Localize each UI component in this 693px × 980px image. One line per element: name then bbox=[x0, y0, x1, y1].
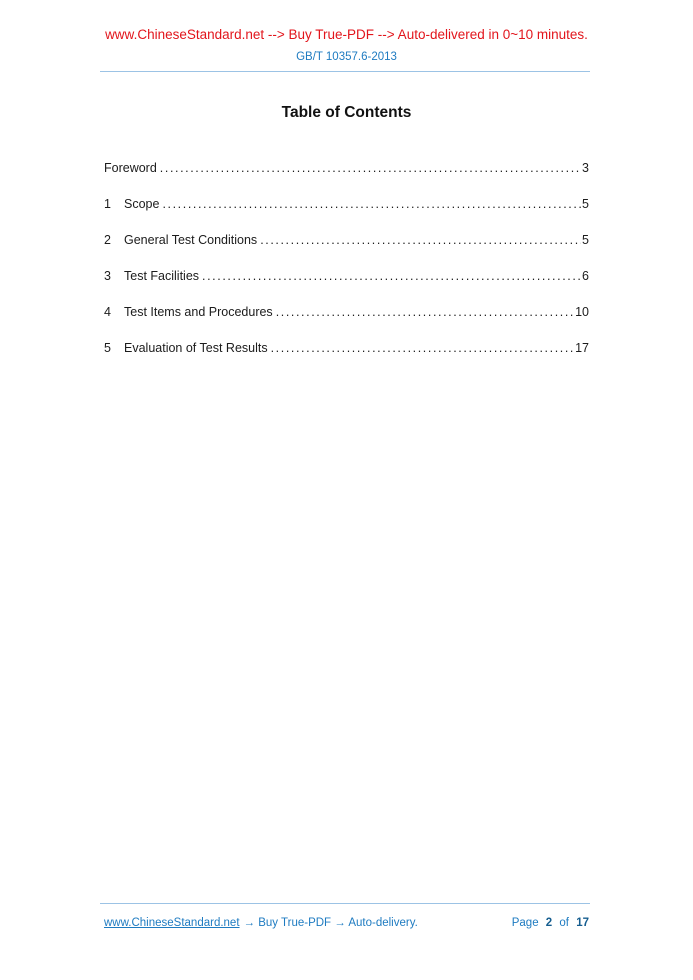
footer-tagline: → Buy True-PDF → Auto-delivery. bbox=[243, 917, 418, 929]
footer-left bbox=[104, 916, 418, 930]
toc-entry-number: 5 bbox=[104, 341, 111, 355]
page-label: Page bbox=[511, 917, 539, 929]
toc-entry-scope[interactable] bbox=[104, 197, 589, 212]
toc-dot-leader bbox=[271, 341, 574, 356]
toc-entry-label: Evaluation of Test Results bbox=[124, 341, 268, 355]
toc-entry-number: 3 bbox=[104, 269, 111, 283]
toc-entry-number: 4 bbox=[104, 305, 111, 319]
page-title: Table of Contents bbox=[281, 104, 412, 121]
toc-dot-leader bbox=[162, 197, 581, 212]
footer-rule bbox=[100, 903, 590, 904]
toc-entry-page: 5 bbox=[582, 233, 589, 247]
toc-entry-page: 10 bbox=[575, 305, 589, 319]
toc-entry-evaluation-of-test-results[interactable] bbox=[104, 341, 589, 356]
header-rule bbox=[100, 71, 590, 72]
toc-entry-number: 1 bbox=[104, 197, 111, 211]
toc-entry-label: Test Facilities bbox=[124, 269, 200, 283]
footer-website-link[interactable]: www.ChineseStandard.net bbox=[104, 917, 240, 929]
of-label: of bbox=[559, 917, 569, 929]
toc-entry-label: Foreword bbox=[104, 161, 157, 175]
top-banner-link[interactable]: www.ChineseStandard.net --> Buy True-PDF --> Auto-delivered in 0~10 minutes. bbox=[105, 27, 588, 42]
toc-entry-label: General Test Conditions bbox=[124, 233, 258, 247]
toc-entry-page: 17 bbox=[575, 341, 589, 355]
page-indicator bbox=[512, 916, 589, 930]
toc-entry-page: 5 bbox=[582, 197, 589, 211]
toc-entry-page: 6 bbox=[582, 269, 589, 283]
toc-entry-page: 3 bbox=[582, 161, 589, 175]
table-of-contents bbox=[104, 161, 589, 377]
toc-entry-test-facilities[interactable] bbox=[104, 269, 589, 284]
toc-entry-test-items-and-procedures[interactable] bbox=[104, 305, 589, 320]
toc-dot-leader bbox=[160, 161, 581, 176]
standard-code: GB/T 10357.6-2013 bbox=[296, 51, 397, 63]
total-page-number: 17 bbox=[576, 917, 589, 929]
toc-entry-number: 2 bbox=[104, 233, 111, 247]
toc-entry-foreword[interactable] bbox=[104, 161, 589, 176]
toc-entry-label: Scope bbox=[124, 197, 160, 211]
toc-dot-leader bbox=[202, 269, 581, 284]
toc-dot-leader bbox=[276, 305, 574, 320]
current-page-number: 2 bbox=[545, 917, 553, 929]
toc-entry-general-test-conditions[interactable] bbox=[104, 233, 589, 248]
page-footer bbox=[104, 916, 589, 930]
toc-dot-leader bbox=[260, 233, 581, 248]
toc-entry-label: Test Items and Procedures bbox=[124, 305, 273, 319]
